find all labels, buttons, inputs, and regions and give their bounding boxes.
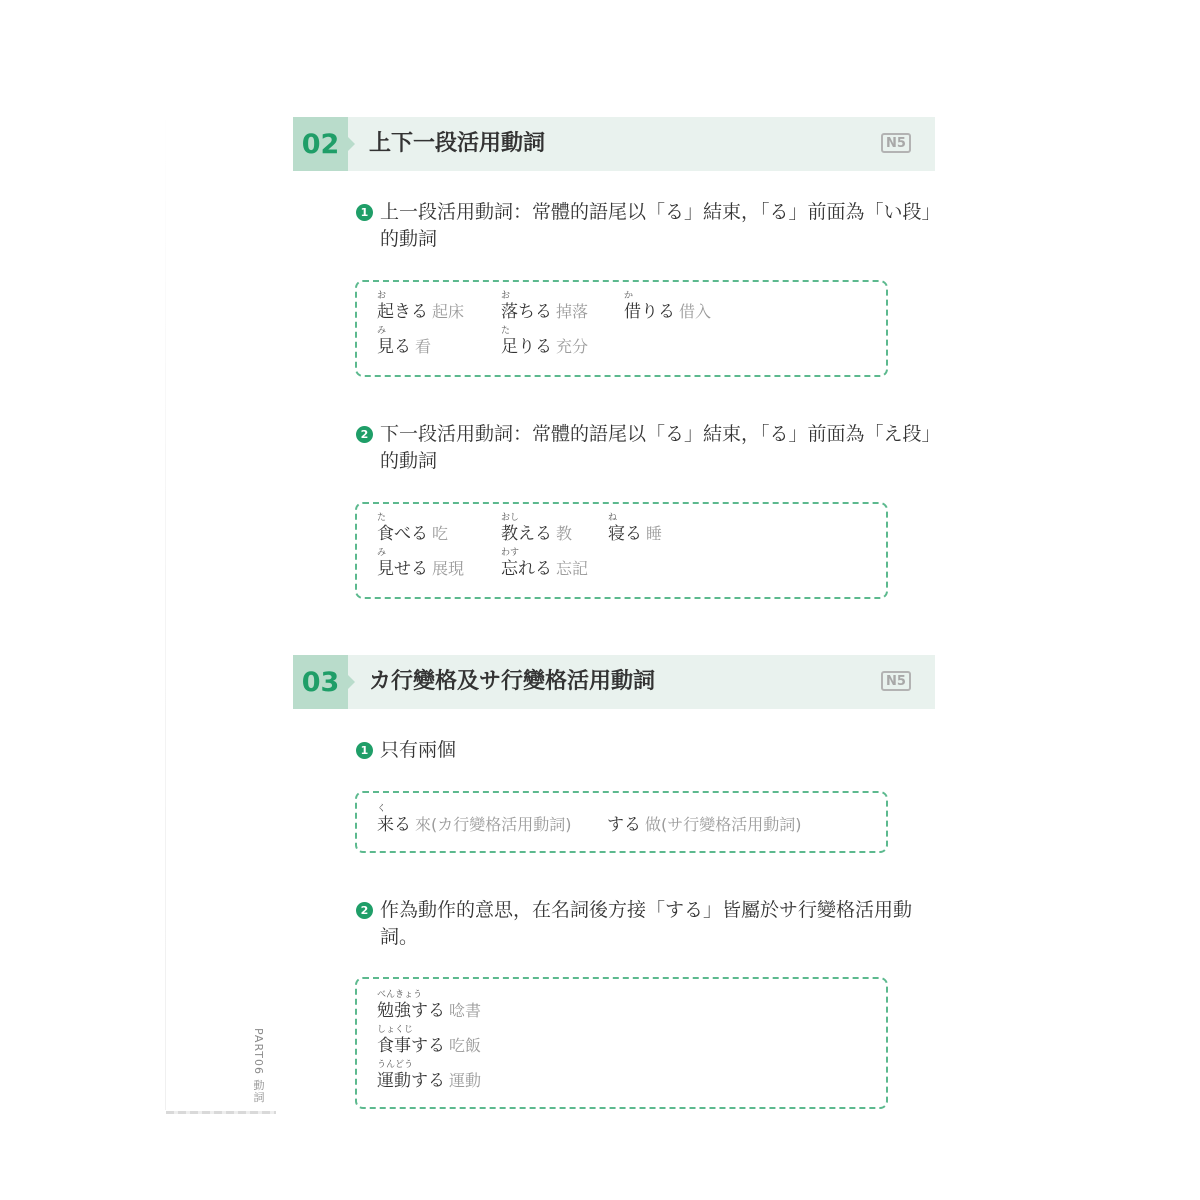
level-badge: N5 — [881, 133, 911, 153]
chinese-meaning: 掉落 — [556, 302, 589, 321]
vocab-item — [501, 326, 589, 357]
chinese-meaning: 唸書 — [449, 1001, 482, 1020]
furigana: た — [377, 513, 387, 523]
japanese-word: 落ちる — [501, 302, 552, 322]
vocab-item — [377, 1025, 482, 1056]
vocab-item — [377, 548, 465, 579]
chinese-meaning: 充分 — [556, 337, 589, 356]
japanese-word: 来る — [377, 815, 411, 835]
rule-text: 下一段活用動詞：常體的語尾以「る」結束，「る」前面為「え段」的動詞 — [380, 423, 932, 472]
vocab-item — [377, 804, 572, 835]
chinese-meaning: 借入 — [679, 302, 712, 321]
vocab-item — [624, 291, 712, 322]
vocab-item — [607, 815, 802, 835]
section-number: 03 — [293, 655, 348, 709]
rule-text: 上一段活用動詞：常體的語尾以「る」結束，「る」前面為「い段」的動詞 — [380, 201, 932, 250]
chinese-meaning: 教 — [556, 524, 573, 543]
chinese-meaning: 起床 — [432, 302, 465, 321]
japanese-word: 寝る — [608, 524, 642, 544]
chinese-meaning: 來(カ行變格活用動詞) — [415, 815, 572, 834]
side-divider — [166, 1111, 276, 1114]
furigana: べんきょう — [377, 990, 423, 1000]
vocab-item — [377, 990, 482, 1021]
level-badge: N5 — [881, 671, 911, 691]
japanese-word: 借りる — [624, 302, 675, 322]
furigana: み — [377, 326, 387, 336]
vocab-box — [355, 502, 888, 599]
furigana: わす — [501, 548, 520, 558]
furigana: ね — [608, 513, 618, 523]
vocab-item — [501, 513, 573, 544]
japanese-word: 足りる — [501, 337, 552, 357]
section-number: 02 — [293, 117, 348, 171]
vocab-item — [501, 548, 589, 579]
part-side-label: PART06 動詞 — [252, 1028, 265, 1104]
chinese-meaning: 睡 — [646, 524, 663, 543]
vocab-item — [377, 326, 432, 357]
furigana: おし — [501, 513, 520, 523]
japanese-word: 運動する — [377, 1071, 445, 1091]
japanese-word: 勉強する — [377, 1001, 445, 1021]
vocab-box — [355, 791, 888, 853]
number-bullet: 1 — [356, 742, 373, 759]
vocab-item — [377, 513, 449, 544]
section-header-03 — [293, 655, 935, 709]
furigana: く — [377, 804, 387, 814]
chinese-meaning: 運動 — [449, 1071, 482, 1090]
japanese-word: 見せる — [377, 559, 428, 579]
vocab-item — [501, 291, 589, 322]
japanese-word: 食べる — [377, 524, 428, 544]
japanese-word: 教える — [501, 524, 552, 544]
number-bullet: 2 — [356, 426, 373, 443]
chinese-meaning: 吃 — [432, 524, 449, 543]
section-arrow — [348, 137, 355, 151]
furigana: お — [377, 291, 387, 301]
section-arrow — [348, 675, 355, 689]
rule-item — [356, 199, 938, 253]
section-title: カ行變格及サ行變格活用動詞 — [369, 669, 656, 694]
furigana: か — [624, 291, 634, 301]
vocab-item — [377, 291, 465, 322]
furigana: しょくじ — [377, 1025, 414, 1035]
page-gutter-shade — [165, 100, 166, 1110]
chinese-meaning: 看 — [415, 337, 432, 356]
rule-item — [356, 737, 938, 764]
number-bullet: 1 — [356, 204, 373, 221]
japanese-word: 見る — [377, 337, 411, 357]
furigana: うんどう — [377, 1060, 414, 1070]
vocab-item — [608, 513, 663, 544]
number-bullet: 2 — [356, 902, 373, 919]
furigana: み — [377, 548, 387, 558]
furigana: た — [501, 326, 511, 336]
section-title: 上下一段活用動詞 — [369, 131, 546, 156]
rule-item — [356, 897, 938, 951]
chinese-meaning: 做(サ行變格活用動詞) — [645, 815, 802, 834]
vocab-box — [355, 977, 888, 1109]
japanese-word: 忘れる — [501, 559, 552, 579]
chinese-meaning: 忘記 — [556, 559, 589, 578]
vocab-item — [377, 1060, 482, 1091]
section-header-02 — [293, 117, 935, 171]
japanese-word: 食事する — [377, 1036, 445, 1056]
furigana: お — [501, 291, 511, 301]
chinese-meaning: 吃飯 — [449, 1036, 482, 1055]
japanese-word: する — [607, 815, 641, 835]
rule-text: 作為動作的意思，在名詞後方接「する」皆屬於サ行變格活用動詞。 — [380, 899, 913, 948]
vocab-box — [355, 280, 888, 377]
rule-item — [356, 421, 938, 475]
chinese-meaning: 展現 — [432, 559, 465, 578]
rule-text: 只有兩個 — [380, 739, 457, 761]
japanese-word: 起きる — [377, 302, 428, 322]
